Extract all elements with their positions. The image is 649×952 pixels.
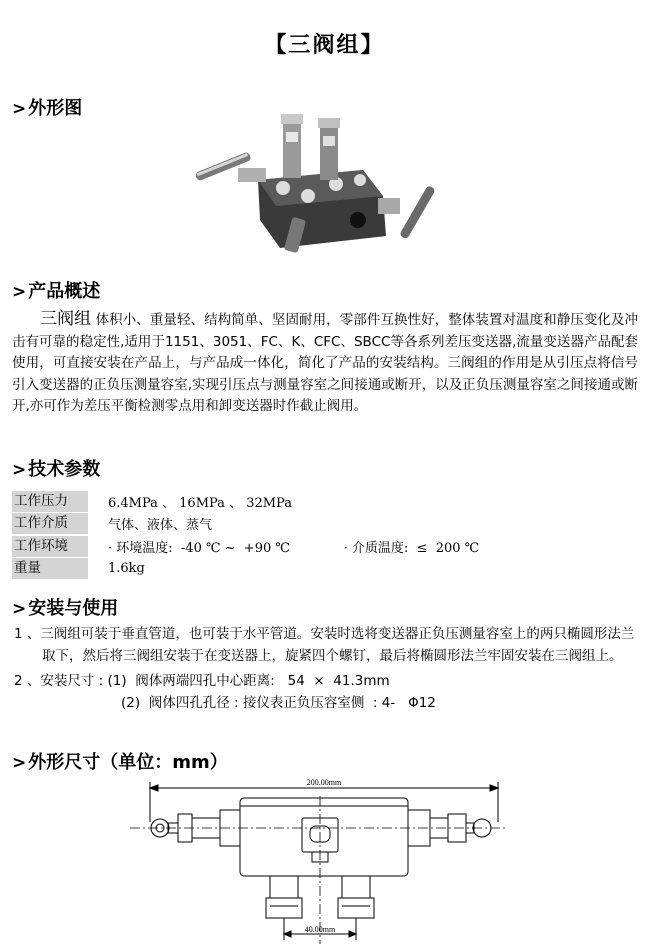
install-item-1: 1 、三阀组可装于垂直管道，也可装于水平管道。安装时选将变送器正负压测量容室上的两只椭圆形法兰取下，然后将三阀组安装于在变送器上，旋紧四个螺钉，最后将椭圆形法兰牢固安装在三阀组上。: [14, 626, 635, 664]
section-dimensions-heading: [12, 748, 228, 774]
arrow-icon: >: [12, 282, 27, 302]
arrow-icon: >: [12, 599, 27, 619]
specs-label: 工作介质: [12, 513, 88, 534]
section-specs-heading: [12, 455, 100, 481]
overview-lead: 三阀组: [40, 309, 92, 329]
install-instructions: [12, 624, 638, 714]
dimension-drawing: [130, 776, 510, 946]
specs-label: 重量: [12, 558, 88, 579]
overview-body: 体积小、重量轻、结构简单、坚固耐用，零部件互换性好，整体装置对温度和静压变化及冲击有可靠的稳定性,适用于1151、3051、FC、K、CFC、SBCC等各系列差压变送器,流量变送器产品配套使用，可直接安装在产品上，与产品成一体化，简化了产品的安装结构。三阀组的作用是从引压点将信号引入变送器的正负压测量容室,实现引压点与测量容室之间接通或断开，以及正负压测量容室之间接通或断开,亦可作为差压平衡检测零点用和卸变送器时作截止阀用。: [12, 312, 639, 414]
specs-value: 6.4MPa 、 16MPa 、 32MPa: [108, 495, 292, 511]
page-title: 【三阀组】: [264, 32, 385, 58]
arrow-icon: >: [12, 460, 27, 480]
section-overview-label: 产品概述: [28, 281, 101, 302]
specs-value: 气体、液体、蒸气: [108, 518, 213, 533]
valve-photo: [188, 108, 448, 268]
specs-value: 1.6kg: [108, 561, 145, 576]
specs-table: [12, 490, 638, 580]
section-appearance-heading: [12, 94, 82, 120]
install-item-2-sub: (2) 阀体四孔孔径 : 接仪表正负压容室侧 : 4- Φ12: [121, 694, 436, 711]
section-install-heading: [12, 594, 118, 620]
install-item-2: 2 、安装尺寸 : (1) 阀体两端四孔中心距离: 54 × 41.3mm: [14, 673, 390, 689]
arrow-icon: >: [12, 99, 27, 119]
specs-row: [12, 490, 638, 512]
section-dimensions-label: 外形尺寸（单位：mm）: [28, 752, 228, 773]
section-specs-label: 技术参数: [28, 459, 101, 480]
section-install-label: 安装与使用: [28, 598, 119, 619]
specs-row: [12, 535, 638, 557]
specs-value: · 环境温度: -40 ℃ ~ +90 ℃ · 介质温度: ≤ 200 ℃: [108, 540, 480, 556]
overview-paragraph: [12, 309, 638, 418]
width-dimension-label: 200.00mm: [306, 778, 342, 787]
section-appearance-label: 外形图: [28, 98, 83, 119]
section-overview-heading: [12, 277, 100, 303]
bottom-dimension-label: 40.00mm: [304, 925, 336, 934]
specs-label: 工作压力: [12, 491, 88, 512]
specs-row: [12, 558, 638, 580]
arrow-icon: >: [12, 753, 27, 773]
specs-row: [12, 513, 638, 535]
specs-label: 工作环境: [12, 536, 88, 557]
